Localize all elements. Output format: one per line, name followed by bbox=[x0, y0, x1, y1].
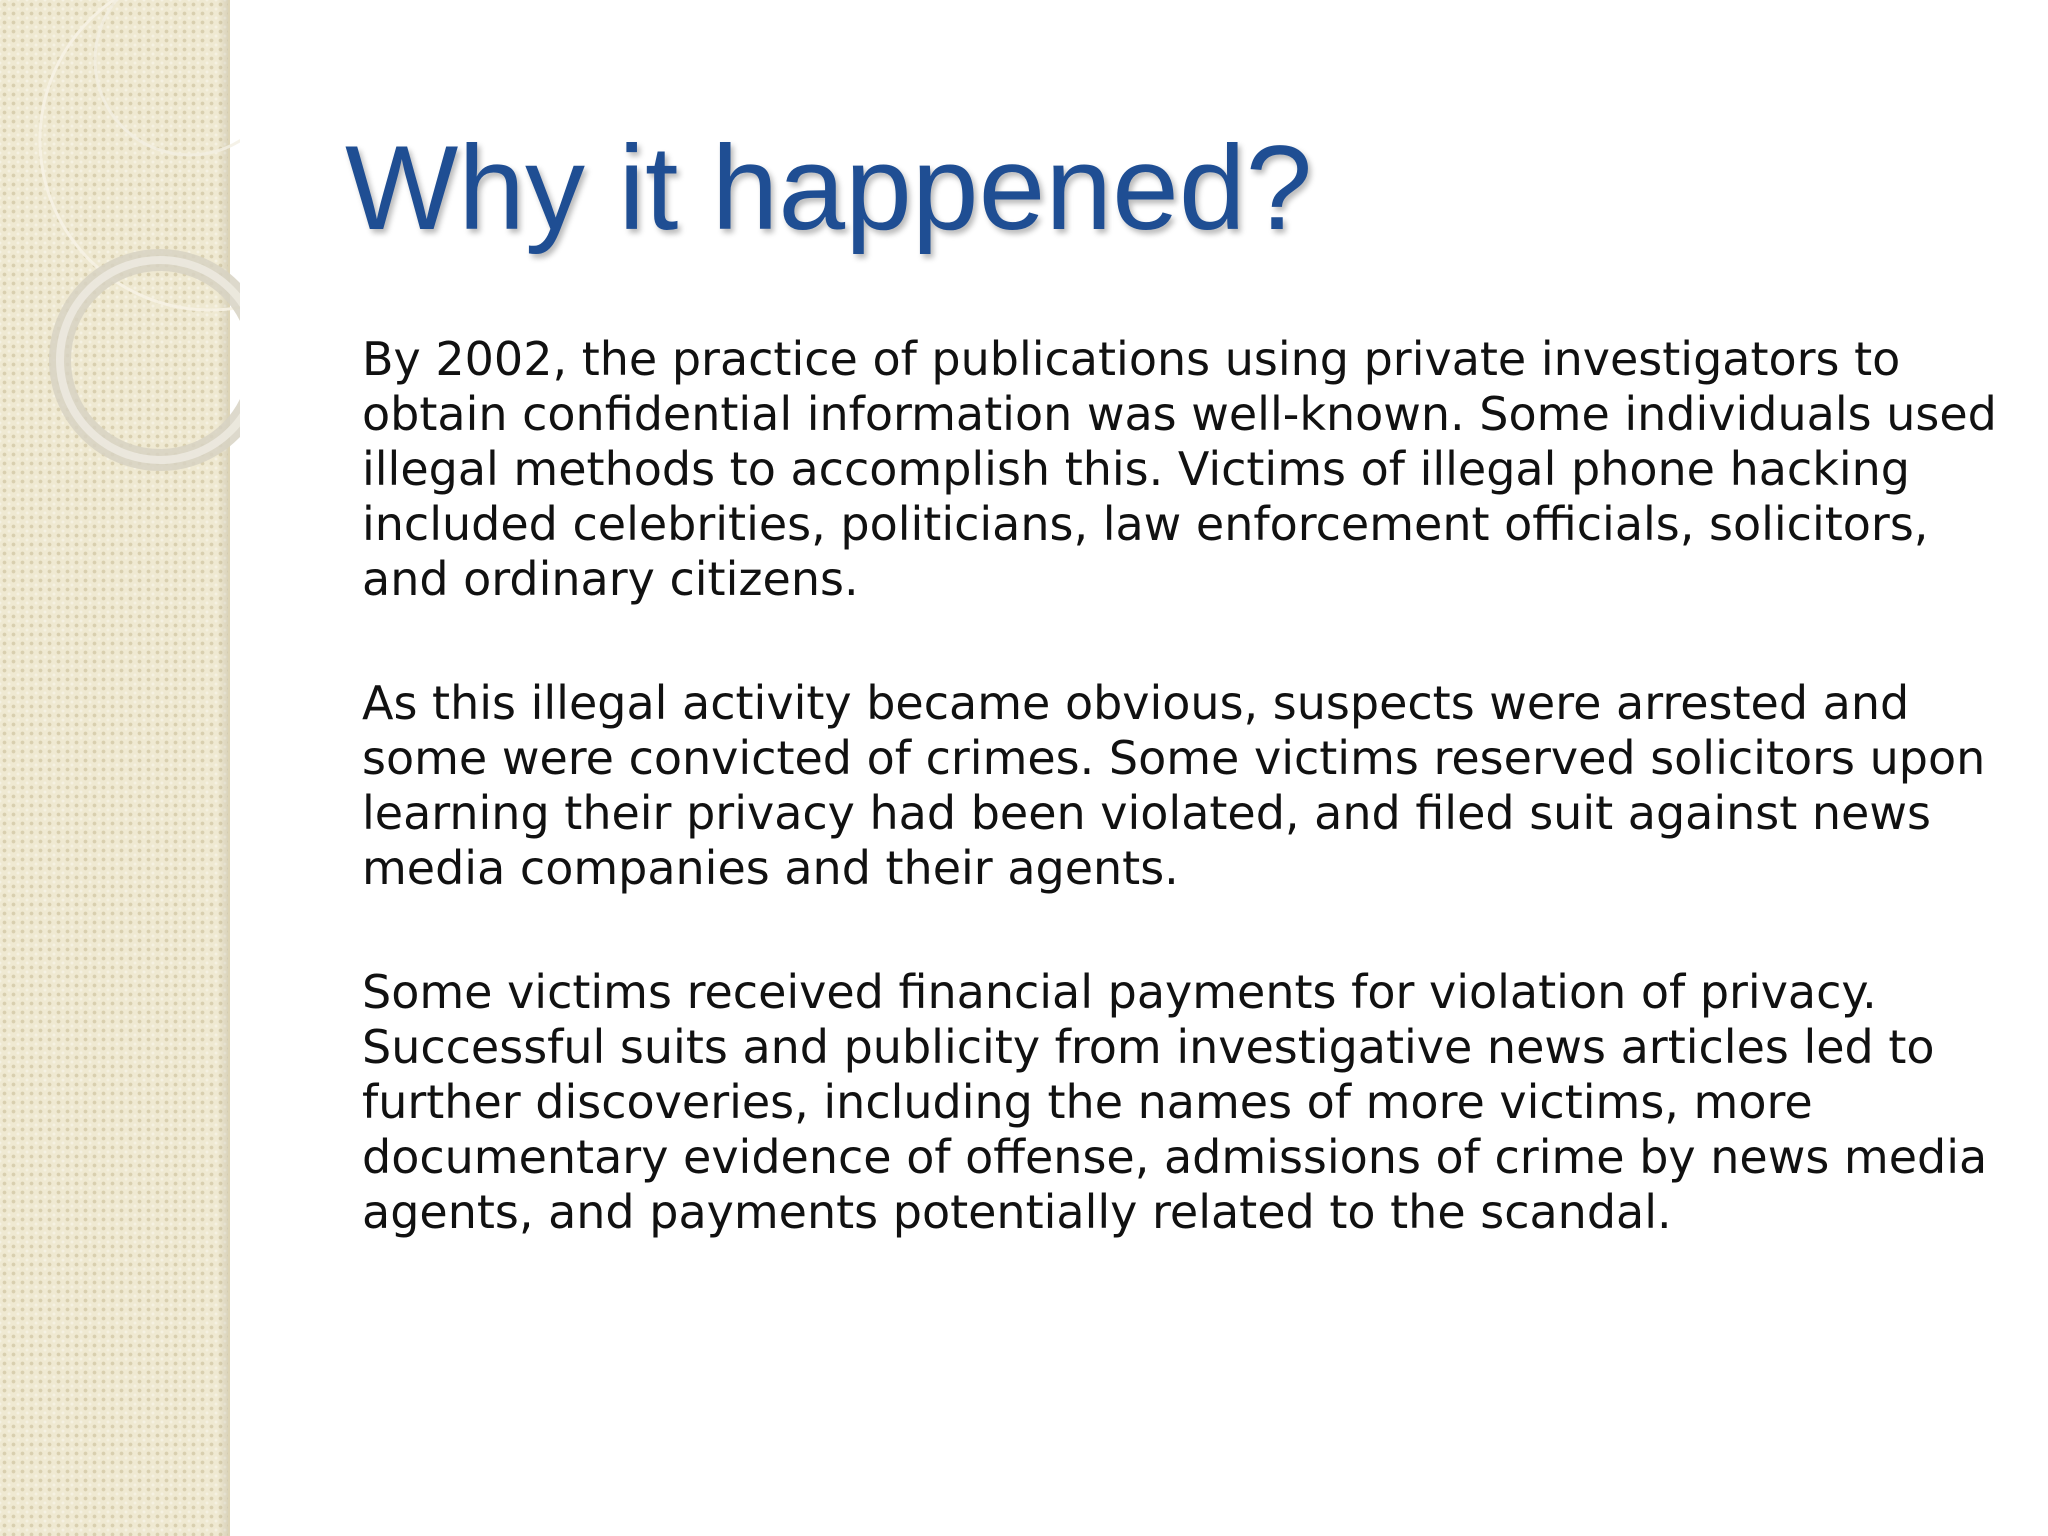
paragraph-1: By 2002, the practice of publications using private investigators to obtain confidential information was well-known. Some individuals used illegal methods to accomplish this. Victims of illegal phone hacking included celebrities, politicians, law enforcement officials, solicitors, and ordinary citizens. bbox=[362, 332, 1997, 606]
decorative-rings bbox=[0, 0, 240, 520]
paragraph-2: As this illegal activity became obvious, suspects were arrested and some were convicted of crimes. Some victims reserved solicitors upon learning their privacy had been violated, and filed suit against news media companies and their agents. bbox=[362, 676, 1986, 895]
paragraph-3: Some victims received financial payments for violation of privacy. Successful suits and publicity from investigative news articles led to further discoveries, including the names of more victims, more documentary evidence of offense, admissions of crime by news media agents, and payments potentially related to the scandal. bbox=[362, 965, 1988, 1239]
small-ring bbox=[95, 0, 240, 155]
thick-ring-highlight bbox=[60, 260, 240, 460]
slide-body bbox=[362, 332, 2012, 1309]
slide-title: Why it happened? bbox=[345, 121, 1313, 255]
